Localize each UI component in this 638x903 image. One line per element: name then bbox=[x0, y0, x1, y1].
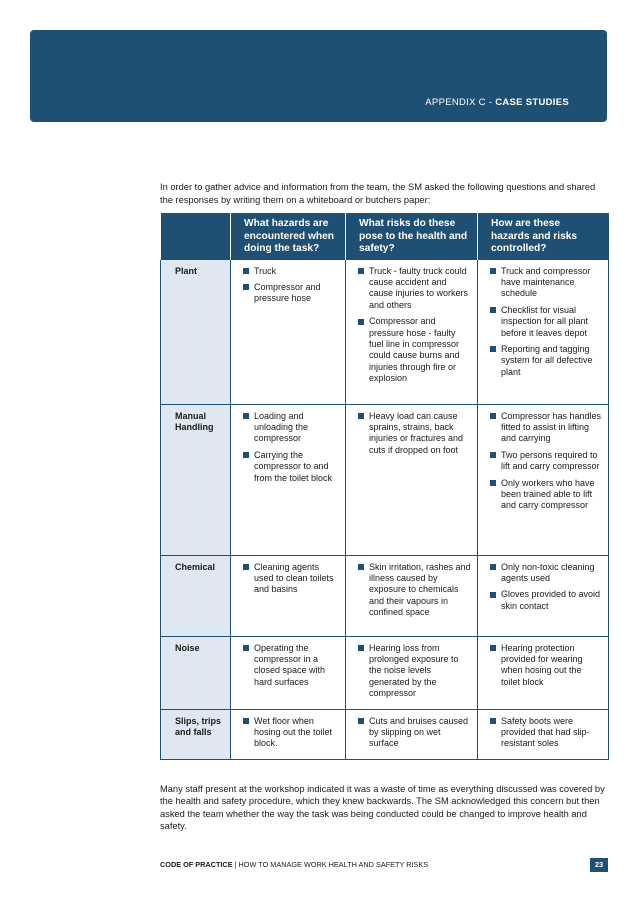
square-bullet-icon bbox=[490, 268, 496, 274]
cell-controls bbox=[478, 636, 609, 709]
cell-risks bbox=[346, 555, 478, 636]
risks-list bbox=[358, 411, 471, 457]
table-row bbox=[161, 404, 609, 555]
cell-controls bbox=[478, 709, 609, 759]
list-item bbox=[243, 562, 339, 596]
controls-list bbox=[490, 562, 602, 613]
list-item bbox=[243, 643, 339, 689]
list-item bbox=[490, 562, 602, 585]
list-item bbox=[490, 305, 602, 339]
square-bullet-icon bbox=[243, 564, 249, 570]
page-number: 23 bbox=[590, 858, 608, 872]
list-item bbox=[243, 450, 339, 484]
section-heading bbox=[425, 97, 569, 108]
page-footer bbox=[160, 858, 608, 872]
list-item bbox=[490, 643, 602, 689]
appendix-label: APPENDIX C bbox=[425, 97, 486, 108]
hazards-list bbox=[243, 716, 339, 750]
cell-risks bbox=[346, 636, 478, 709]
section-label: CASE STUDIES bbox=[495, 97, 569, 108]
column-header-hazards: What hazards are encountered when doing the task? bbox=[231, 213, 346, 260]
square-bullet-icon bbox=[243, 452, 249, 458]
table-row bbox=[161, 260, 609, 405]
table-row bbox=[161, 555, 609, 636]
list-item-text: Hearing loss from prolonged exposure to the noise levels generated by the compressor bbox=[369, 642, 459, 699]
list-item bbox=[243, 411, 339, 445]
hazards-list bbox=[243, 562, 339, 596]
intro-paragraph: In order to gather advice and information from the team, the SM asked the following questions and shared the responses by writing them on a whiteboard or butchers paper: bbox=[160, 182, 596, 205]
risks-list bbox=[358, 266, 471, 385]
table-header-row bbox=[161, 213, 609, 260]
list-item-text: Wet floor when hosing out the toilet block. bbox=[254, 715, 333, 749]
list-item-text: Checklist for visual inspection for all plant before it leaves depot bbox=[501, 304, 589, 338]
cell-risks bbox=[346, 260, 478, 405]
list-item bbox=[490, 411, 602, 445]
list-item bbox=[490, 716, 602, 750]
square-bullet-icon bbox=[358, 718, 364, 724]
list-item-text: Operating the compressor in a closed space with hard surfaces bbox=[254, 642, 326, 687]
risks-list bbox=[358, 643, 471, 700]
header-banner bbox=[30, 30, 607, 122]
cell-hazards bbox=[231, 555, 346, 636]
list-item bbox=[243, 266, 339, 277]
square-bullet-icon bbox=[490, 452, 496, 458]
list-item-text: Skin irritation, rashes and illness caused by exposure to chemicals and their vapours in confined space bbox=[369, 561, 471, 618]
controls-list bbox=[490, 716, 602, 750]
hazards-list bbox=[243, 643, 339, 689]
cell-risks bbox=[346, 709, 478, 759]
cell-hazards bbox=[231, 404, 346, 555]
square-bullet-icon bbox=[358, 645, 364, 651]
square-bullet-icon bbox=[358, 319, 364, 325]
square-bullet-icon bbox=[490, 564, 496, 570]
heading-separator: - bbox=[485, 97, 496, 108]
table-row bbox=[161, 636, 609, 709]
cell-hazards bbox=[231, 260, 346, 405]
square-bullet-icon bbox=[358, 564, 364, 570]
cell-risks bbox=[346, 404, 478, 555]
list-item-text: Truck and compressor have maintenance schedule bbox=[501, 265, 591, 299]
controls-list bbox=[490, 411, 602, 512]
list-item bbox=[490, 450, 602, 473]
list-item-text: Two persons required to lift and carry compressor bbox=[501, 449, 600, 472]
case-study-table bbox=[160, 213, 609, 760]
list-item-text: Truck bbox=[254, 265, 277, 276]
list-item-text: Compressor and pressure hose bbox=[254, 281, 321, 304]
list-item bbox=[490, 589, 602, 612]
risks-list bbox=[358, 562, 471, 619]
list-item-text: Cleaning agents used to clean toilets and basins bbox=[254, 561, 334, 595]
list-item-text: Cuts and bruises caused by slipping on wet surface bbox=[369, 715, 469, 749]
list-item bbox=[490, 344, 602, 378]
square-bullet-icon bbox=[490, 413, 496, 419]
row-category: Slips, trips and falls bbox=[161, 709, 231, 759]
outro-paragraph: Many staff present at the workshop indicated it was a waste of time as everything discussed was covered by the health and safety procedure, which they knew backwards. The SM acknowledged this concern but then asked the team whether the way the task was being conducted could be changed to improve health and safety. bbox=[160, 784, 605, 832]
list-item-text: Reporting and tagging system for all defective plant bbox=[501, 343, 593, 377]
list-item-text: Carrying the compressor to and from the toilet block bbox=[254, 449, 333, 483]
list-item-text: Heavy load can cause sprains, strains, back injuries or fractures and cuts if dropped on foot bbox=[369, 410, 464, 455]
list-item bbox=[358, 716, 471, 750]
hazards-list bbox=[243, 411, 339, 484]
row-category: Plant bbox=[161, 260, 231, 405]
list-item-text: Loading and unloading the compressor bbox=[254, 410, 309, 444]
list-item-text: Only workers who have been trained able to lift and carry compressor bbox=[501, 477, 595, 511]
square-bullet-icon bbox=[490, 645, 496, 651]
square-bullet-icon bbox=[490, 307, 496, 313]
cell-controls bbox=[478, 404, 609, 555]
square-bullet-icon bbox=[243, 284, 249, 290]
list-item-text: Only non-toxic cleaning agents used bbox=[501, 561, 595, 583]
list-item bbox=[358, 411, 471, 457]
column-header-controls: How are these hazards and risks controlled? bbox=[478, 213, 609, 260]
square-bullet-icon bbox=[243, 645, 249, 651]
cell-hazards bbox=[231, 636, 346, 709]
footer-title: HOW TO MANAGE WORK HEALTH AND SAFETY RISKS bbox=[238, 860, 429, 869]
footer-divider: | bbox=[232, 860, 239, 869]
square-bullet-icon bbox=[490, 592, 496, 598]
square-bullet-icon bbox=[358, 413, 364, 419]
square-bullet-icon bbox=[243, 268, 249, 274]
square-bullet-icon bbox=[490, 480, 496, 486]
list-item bbox=[358, 643, 471, 700]
square-bullet-icon bbox=[358, 268, 364, 274]
list-item-text: Hearing protection provided for wearing when hosing out the toilet block bbox=[501, 642, 583, 687]
risks-list bbox=[358, 716, 471, 750]
list-item bbox=[490, 266, 602, 300]
square-bullet-icon bbox=[490, 718, 496, 724]
list-item bbox=[243, 716, 339, 750]
controls-list bbox=[490, 266, 602, 379]
list-item-text: Safety boots were provided that had slip-resistant soles bbox=[501, 715, 590, 749]
list-item-text: Gloves provided to avoid skin contact bbox=[501, 589, 601, 611]
list-item bbox=[358, 316, 471, 384]
cell-hazards bbox=[231, 709, 346, 759]
row-category: Chemical bbox=[161, 555, 231, 636]
list-item-text: Compressor has handles fitted to assist in lifting and carrying bbox=[501, 410, 602, 444]
row-category: Manual Handling bbox=[161, 404, 231, 555]
square-bullet-icon bbox=[243, 413, 249, 419]
square-bullet-icon bbox=[490, 346, 496, 352]
cell-controls bbox=[478, 260, 609, 405]
row-category: Noise bbox=[161, 636, 231, 709]
hazards-list bbox=[243, 266, 339, 305]
list-item bbox=[358, 562, 471, 619]
cell-controls bbox=[478, 555, 609, 636]
square-bullet-icon bbox=[243, 718, 249, 724]
footer-code-label: CODE OF PRACTICE bbox=[160, 860, 233, 869]
list-item-text: Compressor and pressure hose - faulty fuel line in compressor could cause burns and injuries through fire or explosion bbox=[369, 316, 460, 384]
table-row bbox=[161, 709, 609, 759]
controls-list bbox=[490, 643, 602, 689]
list-item bbox=[358, 266, 471, 312]
list-item bbox=[243, 282, 339, 305]
column-header-risks: What risks do these pose to the health and safety? bbox=[346, 213, 478, 260]
column-header-category bbox=[161, 213, 231, 260]
list-item-text: Truck - faulty truck could cause accident and cause injuries to workers and others bbox=[369, 265, 469, 310]
list-item bbox=[490, 478, 602, 512]
